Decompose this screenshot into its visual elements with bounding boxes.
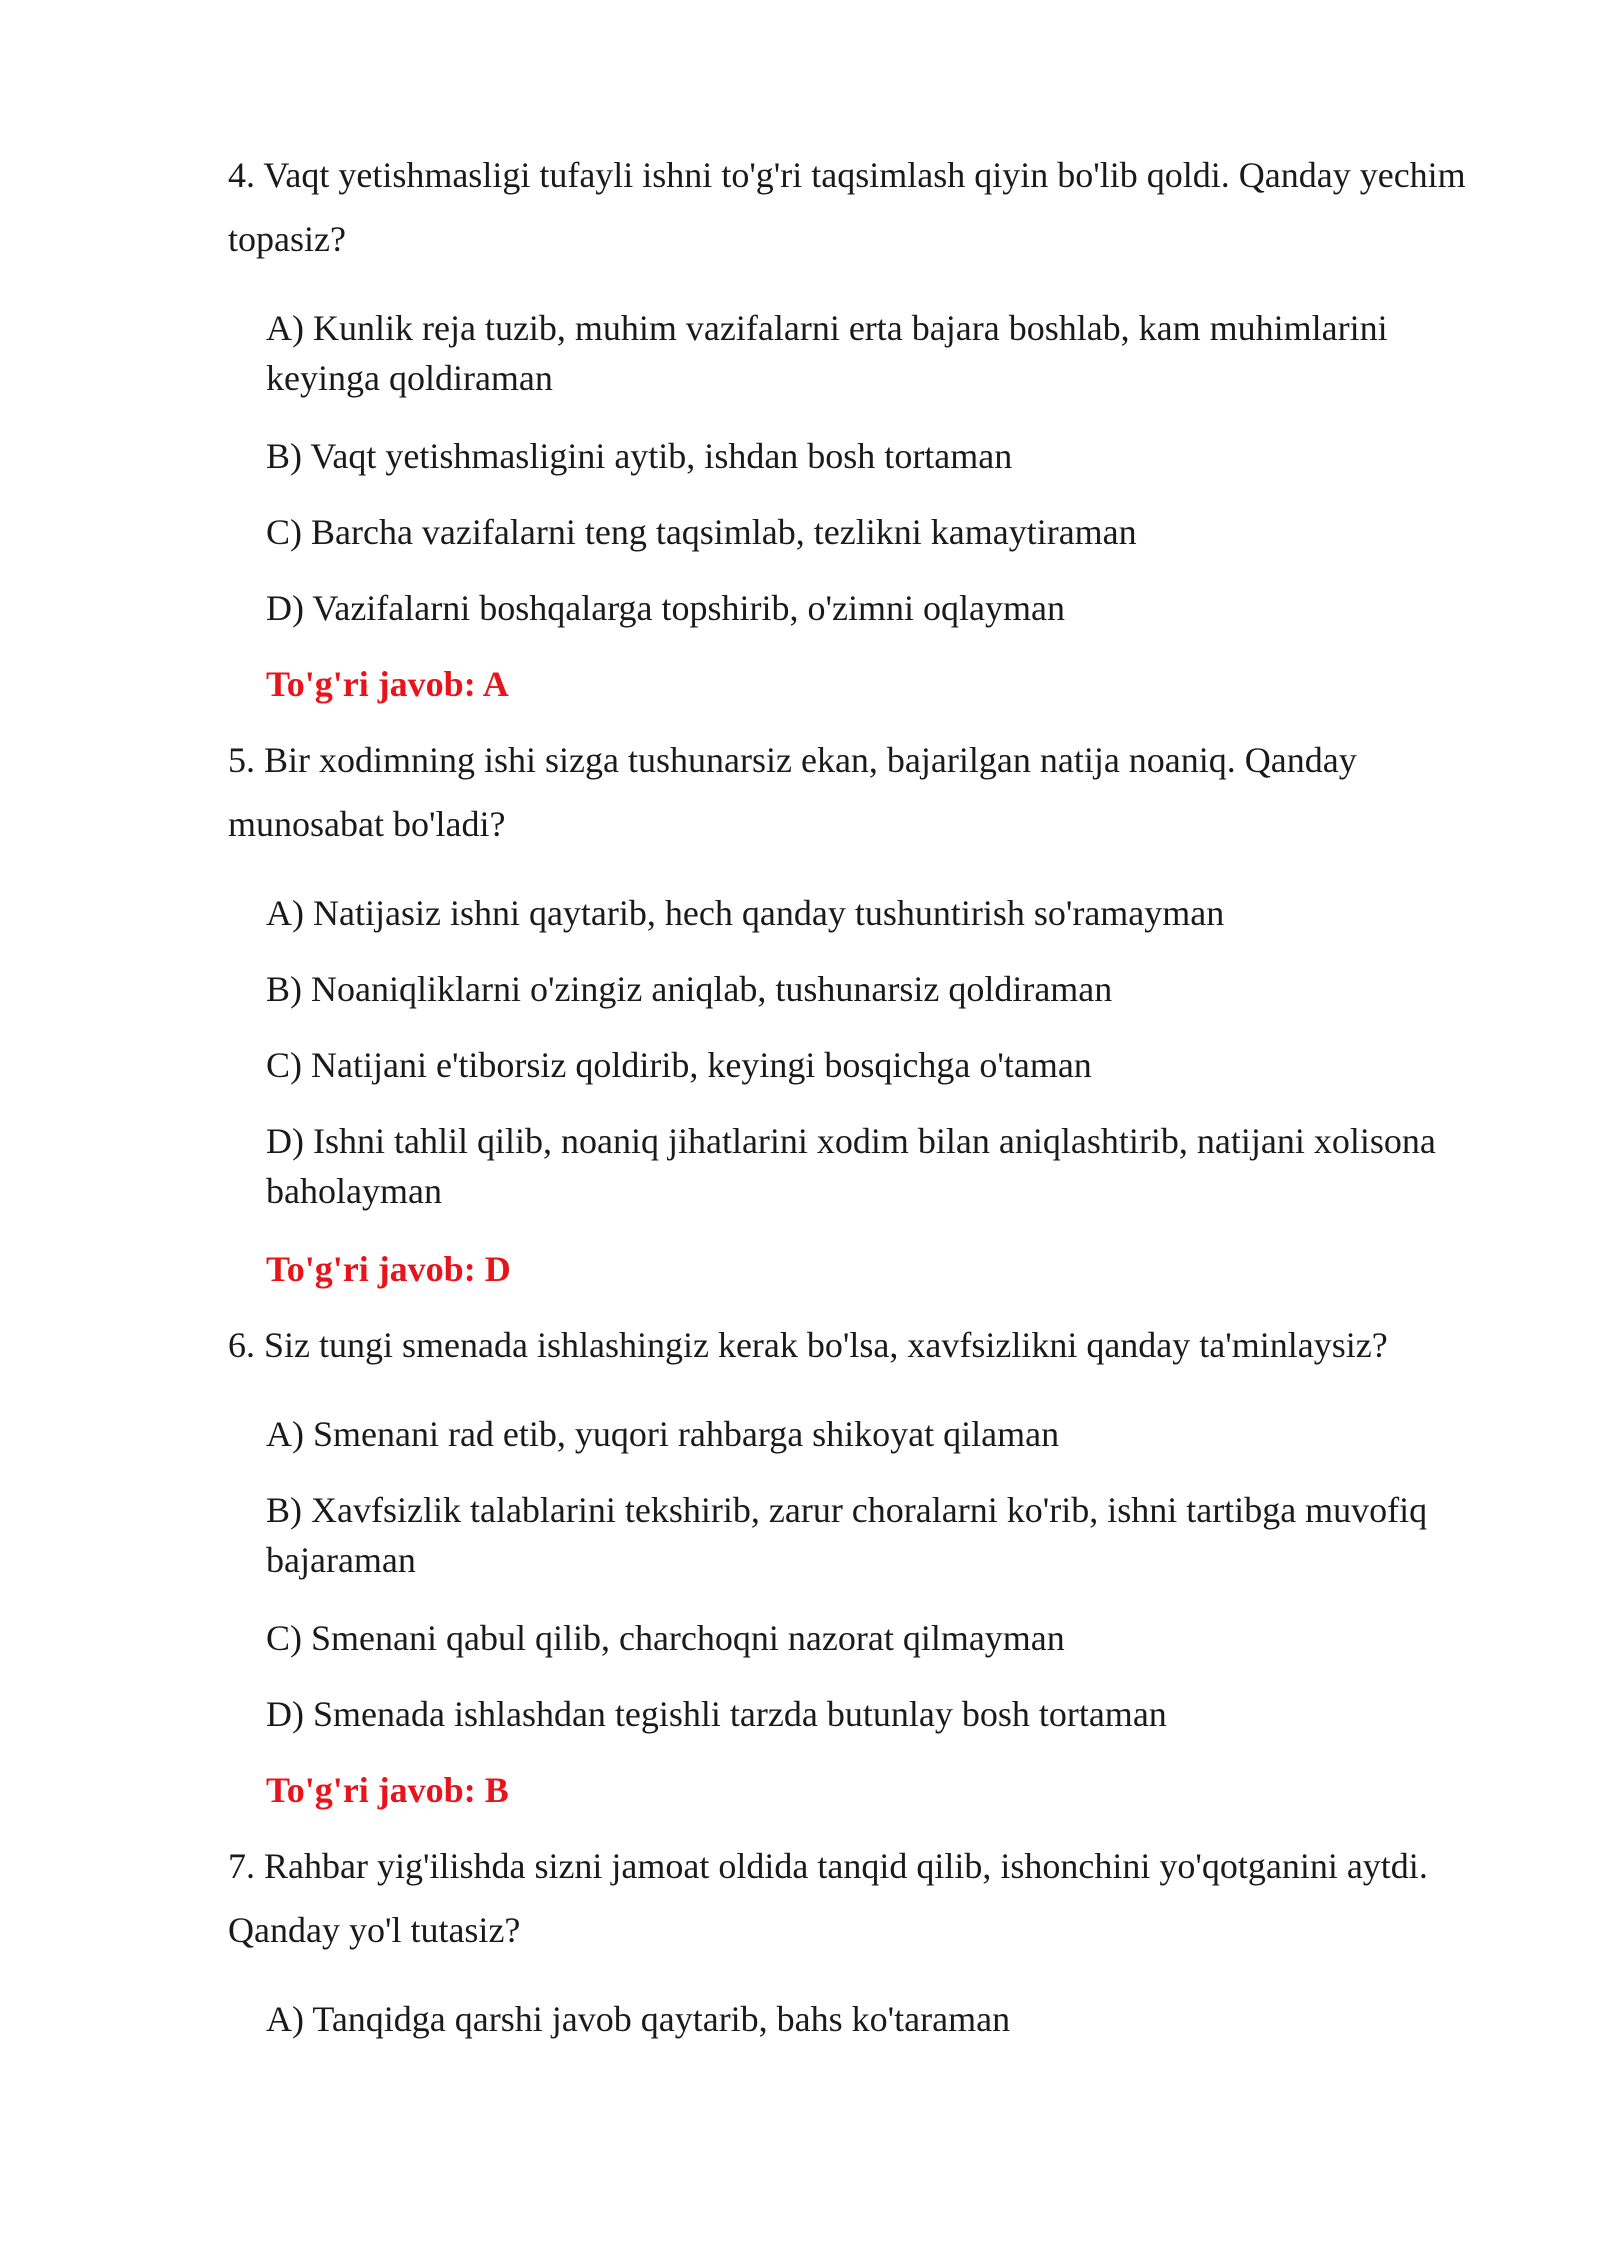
question-5-option-d: D) Ishni tahlil qilib, noaniq jihatlarini xodim bilan aniqlashtirib, natijani xolisona baholayman xyxy=(266,1121,1436,1211)
question-6-text: 6. Siz tungi smenada ishlashingiz kerak bo'lsa, xavfsizlikni qanday ta'minlaysiz? xyxy=(228,1325,1388,1365)
question-6-option-c: C) Smenani qabul qilib, charchoqni nazorat qilmayman xyxy=(266,1618,1065,1658)
question-5-option-b: B) Noaniqliklarni o'zingiz aniqlab, tushunarsiz qoldiraman xyxy=(266,969,1113,1009)
question-7-option-a: A) Tanqidga qarshi javob qaytarib, bahs ko'taraman xyxy=(266,1999,1011,2039)
question-4-correct-answer: To'g'ri javob: A xyxy=(266,664,509,704)
question-4-option-b: B) Vaqt yetishmasligini aytib, ishdan bosh tortaman xyxy=(266,436,1013,476)
question-6-option-b: B) Xavfsizlik talablarini tekshirib, zarur choralarni ko'rib, ishni tartibga muvofiq bajaraman xyxy=(266,1490,1428,1580)
question-5-option-c: C) Natijani e'tiborsiz qoldirib, keyingi bosqichga o'taman xyxy=(266,1045,1092,1085)
question-4-option-a: A) Kunlik reja tuzib, muhim vazifalarni erta bajara boshlab, kam muhimlarini keyinga qoldiraman xyxy=(266,308,1388,398)
question-6-option-d: D) Smenada ishlashdan tegishli tarzda butunlay bosh tortaman xyxy=(266,1694,1167,1734)
question-4-option-d: D) Vazifalarni boshqalarga topshirib, o'zimni oqlayman xyxy=(266,588,1065,628)
question-7-text: 7. Rahbar yig'ilishda sizni jamoat oldida tanqid qilib, ishonchini yo'qotganini aytdi. Qanday yo'l tutasiz? xyxy=(228,1846,1428,1950)
question-5-correct-answer: To'g'ri javob: D xyxy=(266,1249,511,1289)
question-5-text: 5. Bir xodimning ishi sizga tushunarsiz ekan, bajarilgan natija noaniq. Qanday munosabat bo'ladi? xyxy=(228,740,1357,844)
question-6-correct-answer: To'g'ri javob: B xyxy=(266,1770,509,1810)
question-5-option-a: A) Natijasiz ishni qaytarib, hech qanday tushuntirish so'ramayman xyxy=(266,893,1225,933)
question-4-text: 4. Vaqt yetishmasligi tufayli ishni to'g'ri taqsimlash qiyin bo'lib qoldi. Qanday yechim topasiz? xyxy=(228,155,1466,259)
question-6-option-a: A) Smenani rad etib, yuqori rahbarga shikoyat qilaman xyxy=(266,1414,1060,1454)
question-4-option-c: C) Barcha vazifalarni teng taqsimlab, tezlikni kamaytiraman xyxy=(266,512,1137,552)
